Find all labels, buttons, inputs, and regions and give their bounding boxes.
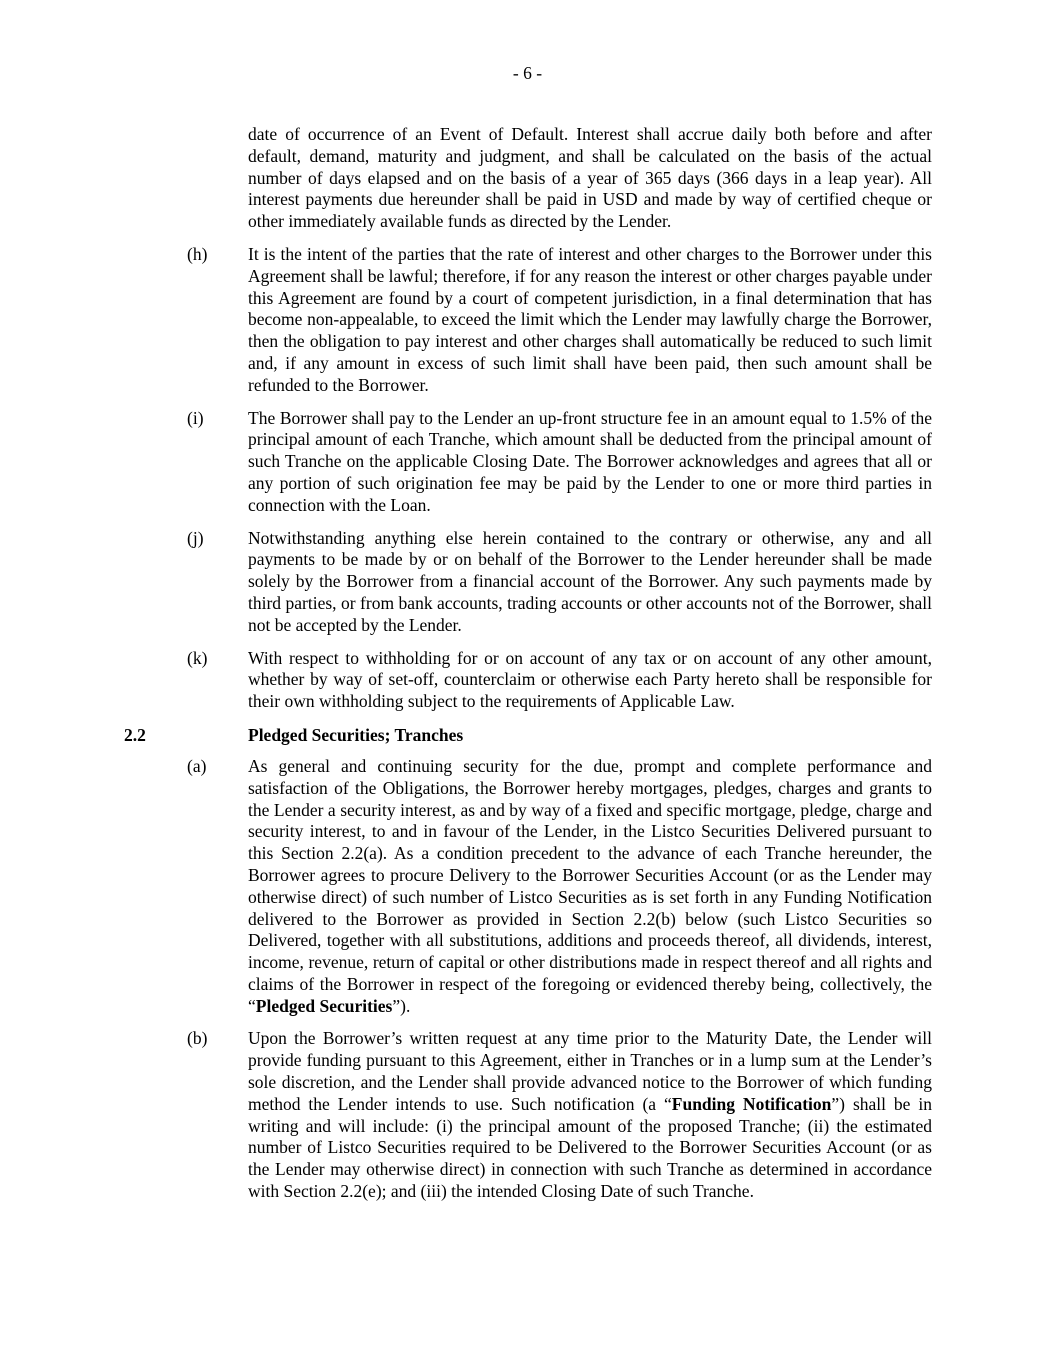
clause-text: It is the intent of the parties that the rate of interest and other charges to the Borrower under this Agreement shall be lawful; therefore, if for any reason the interest or other charges payable under this Agreement are found by a court of competent jurisdiction, in a final determination that has become non-appealable, to exceed the limit which the Lender may lawfully charge the Borrower, then the obligation to pay interest and other charges shall automatically be reduced to such limit and, if any amount in excess of such limit shall have been paid, then such amount shall be refunded to the Borrower. [248, 243, 932, 395]
clause-label: (k) [187, 647, 208, 668]
clause-h [0, 244, 1055, 397]
clause-text [248, 1028, 932, 1202]
section-clause-b [0, 1028, 1055, 1202]
continuation-text: date of occurrence of an Event of Default. Interest shall accrue daily both before and after default, demand, maturity and judgment, and shall be calculated on the basis of the actual number of days elapsed and on the basis of a year of 365 days (366 days in a leap year). All interest payments due hereunder shall be paid in USD and made by way of certified cheque or other immediately available funds as directed by the Lender. [248, 124, 932, 232]
clause-label: (a) [187, 755, 207, 776]
section-clause-a [0, 756, 1055, 1018]
clause-label: (i) [187, 407, 204, 428]
clause-text [248, 756, 932, 1018]
section-number: 2.2 [124, 724, 146, 745]
clause-text-after: ”). [392, 995, 411, 1016]
section-title: Pledged Securities; Tranches [248, 724, 464, 745]
clause-text-before: As general and continuing security for the due, prompt and complete performance and satisfaction of the Obligations, the Borrower hereby mortgages, pledges, charges and grants to the Lender a security interest, as and by way of a fixed and specific mortgage, pledge, charge and security interest, to and in favour of the Lender, in the Listco Securities Delivered pursuant to this Section 2.2(a). As a condition precedent to the advance of each Tranche hereunder, the Borrower agrees to procure Delivery to the Borrower Securities Account (or as the Lender may otherwise direct) of such number of Listco Securities as is set forth in any Funding Notification delivered to the Borrower as provided in Section 2.2(b) below (such Listco Securities so Delivered, together with all substitutions, additions and proceeds thereof, all dividends, interest, income, revenue, return of capital or other distributions made in respect thereof and all rights and claims of the Borrower in respect of the foregoing or evidenced thereby being, collectively, the “ [248, 755, 932, 1016]
clause-text-after: ”) shall be in writing and will include: (i) the principal amount of the proposed Tranche; (ii) the estimated number of Listco Securities required to be Delivered to the Borrower Securities Account (or as the Lender may otherwise direct) in connection with such Tranche as determined in accordance with Section 2.2(e); and (iii) the intended Closing Date of such Tranche. [248, 1093, 932, 1202]
continuation-paragraph [0, 124, 1055, 233]
section-heading [0, 724, 1055, 746]
defined-term: Funding Notification [671, 1093, 832, 1114]
document-body [0, 124, 1055, 1214]
clause-label: (b) [187, 1028, 208, 1049]
clause-text: Notwithstanding anything else herein contained to the contrary or otherwise, any and all payments to be made by or on behalf of the Borrower to the Lender hereunder shall be made solely by the Borrower from a financial account of the Borrower. Any such payments made by third parties, or from bank accounts, trading accounts or other accounts not of the Borrower, shall not be accepted by the Lender. [248, 527, 932, 635]
clause-text-before: Upon the Borrower’s written request at any time prior to the Maturity Date, the Lender will provide funding pursuant to this Agreement, either in Tranches or in a lump sum at the Lender’s sole discretion, and the Lender shall provide advanced notice to the Borrower of which funding method the Lender intends to use. Such notification (a “ [248, 1028, 932, 1114]
clause-j [0, 528, 1055, 637]
clause-label: (h) [187, 243, 208, 264]
defined-term: Pledged Securities [255, 995, 393, 1016]
clause-i [0, 408, 1055, 517]
clause-k [0, 648, 1055, 713]
clause-text: The Borrower shall pay to the Lender an up-front structure fee in an amount equal to 1.5% of the principal amount of each Tranche, which amount shall be deducted from the principal amount of such Tranche on the applicable Closing Date. The Borrower acknowledges and agrees that all or any portion of such origination fee may be paid by the Lender to one or more third parties in connection with the Loan. [248, 407, 932, 515]
clause-text: With respect to withholding for or on account of any tax or on account of any other amount, whether by way of set-off, counterclaim or otherwise each Party hereto shall be responsible for their own withholding subject to the requirements of Applicable Law. [248, 647, 932, 712]
page-number: - 6 - [512, 63, 543, 83]
clause-label: (j) [187, 527, 204, 548]
